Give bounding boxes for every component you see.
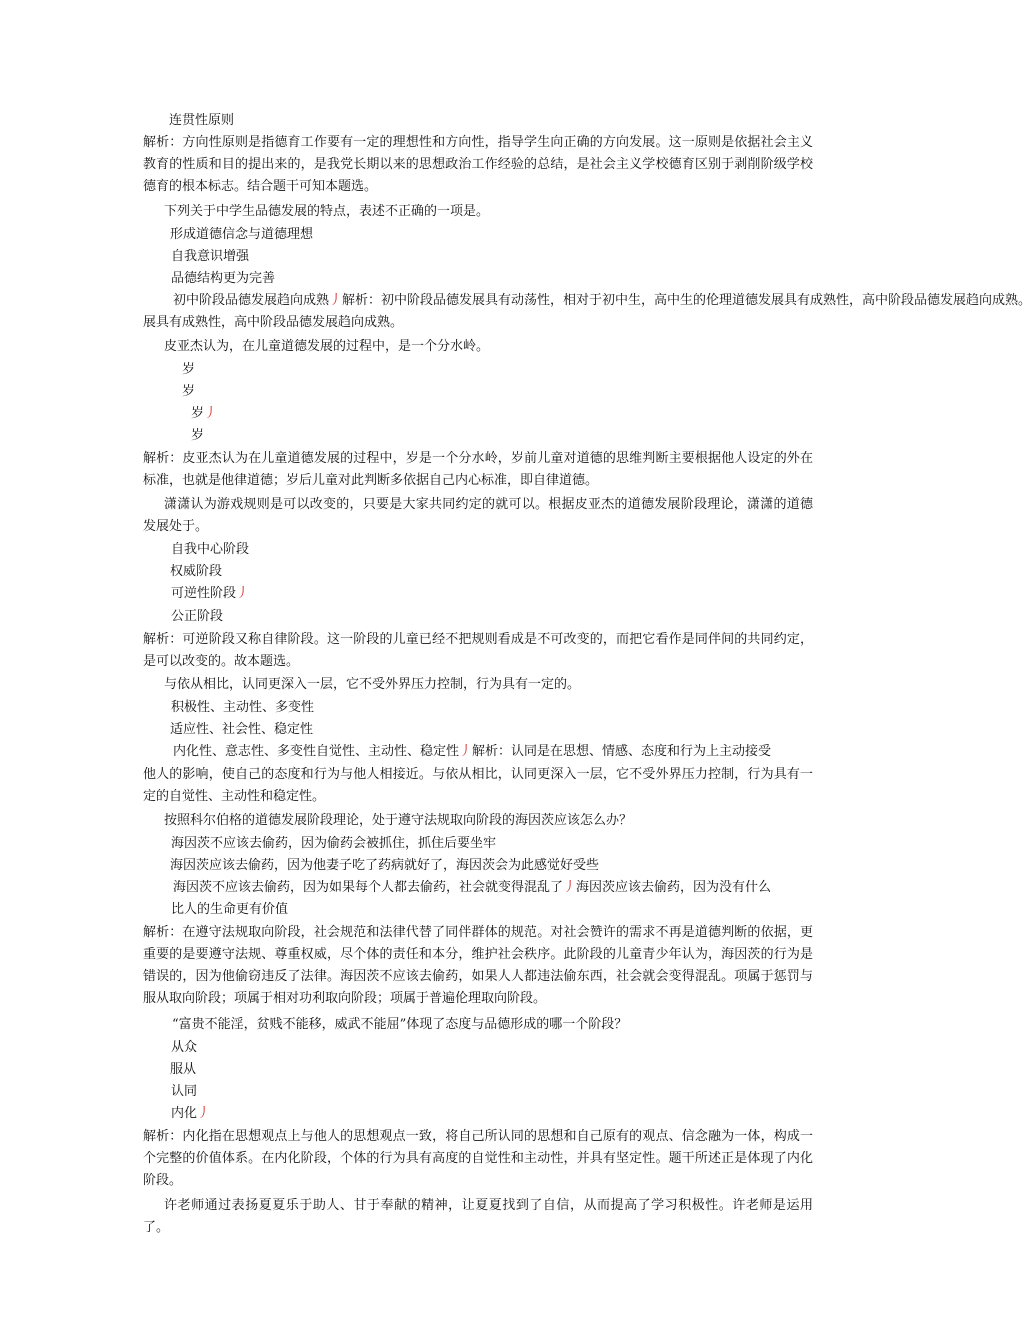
question-text: 下列关于中学生品德发展的特点，表述不正确的一项是。 [164,204,490,219]
option-text: 服从 [170,1062,197,1077]
answer-mark: 丿 [563,880,577,895]
option-text: 自我中心阶段 [171,542,250,557]
answer-mark: 丿 [329,293,343,308]
option-text: 公正阶段 [171,609,224,624]
option-text-cont: 比人的生命更有价值 [171,902,289,917]
option-text: 适应性、社会性、稳定性 [170,722,314,737]
option-text: 海因茨应该去偷药，因为他妻子吃了药病就好了，海因茨会为此感觉好受些 [170,858,600,873]
option-text: 内化性、意志性、多变性自觉性、主动性、稳定性 [173,744,460,759]
option-text: 岁 [182,362,196,377]
analysis-text: 解析：内化指在思想观点上与他人的思想观点一致，将自己所认同的思想和自己原有的观点、信念融为一体，构成一个完整的价值体系。在内化阶段，个体的行为具有高度的自觉性和主动性，并具有坚定性。题干所述正是体现了内化阶段。 [143,1129,813,1188]
option-text: 积极性、主动性、多变性 [171,700,315,715]
option-with-answer [173,290,1031,312]
option-with-answer [173,877,843,899]
question-text: “富贵不能淫，贫贱不能移，威武不能屈”体现了态度与品德形成的哪一个阶段？ [172,1017,628,1032]
analysis-text: 解析：在遵守法规取向阶段，社会规范和法律代替了同伴群体的规范。对社会赞许的需求不再是道德判断的依据，更重要的是要遵守法规、尊重权威，尽个体的责任和本分，维护社会秩序。此阶段的儿童青少年认为，海因茨的行为是错误的，因为他偷窃违反了法律。海因茨不应该去偷药，如果人人都违法偷东西，社会就会变得混乱。项属于惩罚与服从取向阶段；项属于相对功利取向阶段；项属于普遍伦理取向阶段。 [143,925,813,1006]
option-text: 自我意识增强 [171,249,250,264]
question-text: 与依从相比，认同更深入一层，它不受外界压力控制，行为具有一定的。 [164,677,581,692]
answer-mark: 丿 [236,586,250,601]
option-text: 岁 [191,428,205,443]
analysis-text: 解析：认同是在思想、情感、态度和行为上主动接受 [472,744,772,759]
option-with-answer [173,741,843,763]
analysis-text-cont: 他人的影响，使自己的态度和行为与他人相接近。与依从相比，认同更深入一层，它不受外界压力控制，行为具有一定的自觉性、主动性和稳定性。 [143,767,813,804]
option-text: 内化 [171,1106,198,1121]
question-text: 按照科尔伯格的道德发展阶段理论，处于遵守法规取向阶段的海因茨应该怎么办？ [164,813,633,828]
option-text: 可逆性阶段 [171,586,237,601]
option-text: 权威阶段 [170,564,223,579]
question-text: 皮亚杰认为，在儿童道德发展的过程中，是一个分水岭。 [164,339,490,354]
answer-mark: 丿 [459,744,473,759]
option-with-answer [171,1103,841,1125]
option-text: 初中阶段品德发展趋向成熟 [173,293,330,308]
analysis-text-cont: 展具有成熟性，高中阶段品德发展趋向成熟。 [143,315,404,330]
option-with-answer [171,583,841,605]
answer-mark: 丿 [204,406,218,421]
option-text: 海因茨不应该去偷药，因为如果每个人都去偷药，社会就变得混乱了 [173,880,564,895]
option-text: 海因茨不应该去偷药，因为偷药会被抓住，抓住后要坐牢 [171,836,497,851]
analysis-text: 解析：可逆阶段又称自律阶段。这一阶段的儿童已经不把规则看成是不可改变的，而把它看作是同伴间的共同约定，是可以改变的。故本题选。 [143,632,813,669]
analysis-text: 解析：皮亚杰认为在儿童道德发展的过程中，岁是一个分水岭，岁前儿童对道德的思维判断主要根据他人设定的外在标准，也就是他律道德；岁后儿童对此判断多依据自己内心标准，即自律道德。 [143,451,813,488]
option-text: 品德结构更为完善 [171,271,276,286]
analysis-text: 解析：方向性原则是指德育工作要有一定的理想性和方向性，指导学生向正确的方向发展。这一原则是依据社会主义教育的性质和目的提出来的，是我党长期以来的思想政治工作经验的总结，是社会主义学校德育区别于剥削阶级学校德育的根本标志。结合题干可知本题选。 [143,135,813,194]
option-text: 海因茨应该去偷药，因为没有什么 [576,880,772,895]
option-text: 岁 [191,406,205,421]
answer-mark: 丿 [197,1106,211,1121]
question-text: 许老师通过表扬夏夏乐于助人、甘于奉献的精神，让夏夏找到了自信，从而提高了学习积极性。许老师是运用了。 [143,1198,813,1235]
option-text: 岁 [182,384,196,399]
option-text: 认同 [171,1084,198,1099]
option-text: 形成道德信念与道德理想 [170,227,314,242]
option-with-answer [191,403,861,425]
option-text: 从众 [171,1040,198,1055]
question-text: 潇潇认为游戏规则是可以改变的，只要是大家共同约定的就可以。根据皮亚杰的道德发展阶段理论，潇潇的道德发展处于。 [143,497,813,534]
analysis-text: 解析：初中阶段品德发展具有动荡性，相对于初中生，高中生的伦理道德发展具有成熟性，高中阶段品德发展趋向成熟。 [342,293,1031,308]
option-text: 连贯性原则 [169,113,235,128]
